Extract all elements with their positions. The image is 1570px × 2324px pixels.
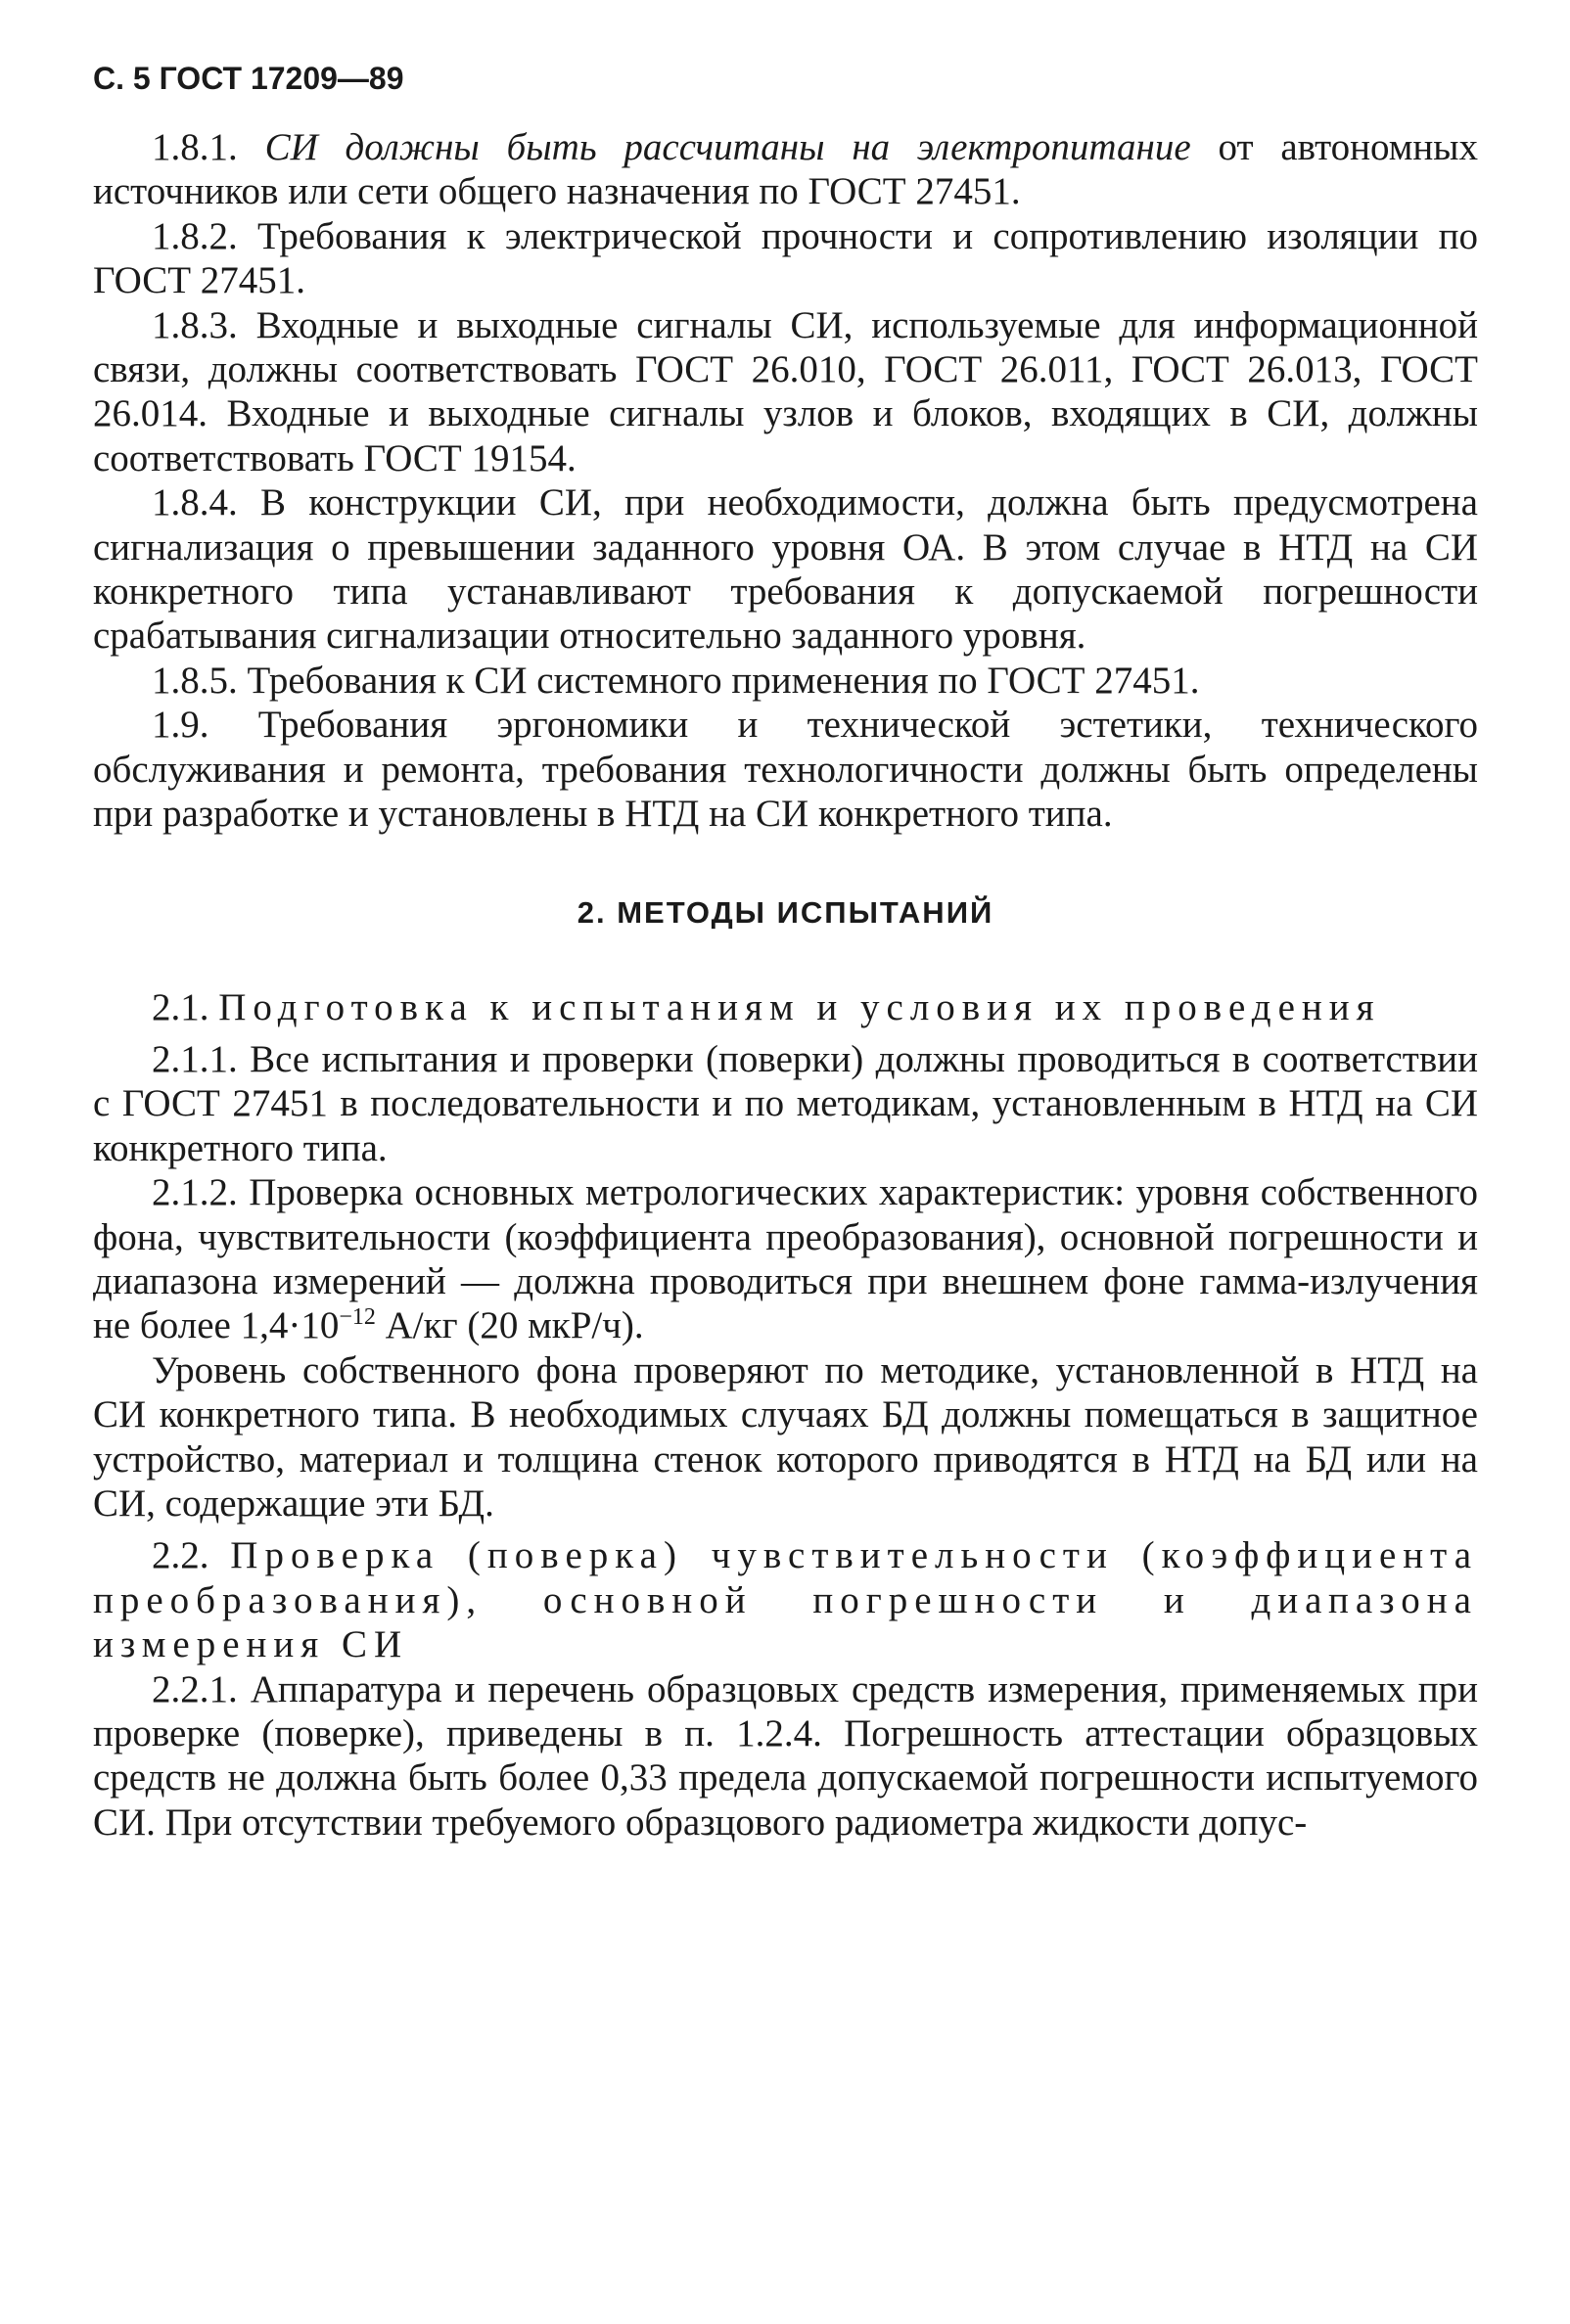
section-title: 2. МЕТОДЫ ИСПЫТАНИЙ [577, 894, 994, 930]
italic-lead: СИ должны быть рассчитаны на электропитание [264, 126, 1191, 168]
clause-2-2: 2.2. Проверка (поверка) чувствительности (коэффициента преобразования), основной погрешности и диапазона измерения СИ [93, 1534, 1478, 1666]
clause-1-8-3: 1.8.3. Входные и выходные сигналы СИ, используемые для информационной связи, должны соответствовать ГОСТ 26.010, ГОСТ 26.011, ГОСТ 26.013, ГОСТ 26.014. Входные и выходные сигналы узлов и блоков, входящих в СИ, должны соответствовать ГОСТ 19154. [93, 303, 1478, 479]
clause-2-1-2-continued: Уровень собственного фона проверяют по методике, установленной в НТД на СИ конкретного типа. В необходимых случаях БД должны помещаться в защитное устройство, материал и толщина стенок которого приводятся в НТД на БД или на СИ, содержащие эти БД. [93, 1348, 1478, 1525]
clause-2-2-heading: Проверка (поверка) чувствительности (коэффициента преобразования), основной погрешности и диапазона измерения СИ [93, 1534, 1478, 1666]
clause-2-2-1: 2.2.1. Аппаратура и перечень образцовых средств измерения, применяемых при проверке (поверке), приведены в п. 1.2.4. Погрешность аттестации образцовых средств не должна быть более 0,33 предела допускаемой погрешности испытуемого СИ. При отсутствии требуемого образцового радиометра жидкости допус- [93, 1667, 1478, 1844]
clause-1-8-2: 1.8.2. Требования к электрической прочности и сопротивлению изоляции по ГОСТ 27451. [93, 214, 1478, 302]
clause-1-9: 1.9. Требования эргономики и технической эстетики, технического обслуживания и ремонта, требования технологичности должны быть определены при разработке и установлены в НТД на СИ конкретного типа. [93, 704, 1478, 836]
document-page [93, 57, 1478, 1845]
clause-2-1: 2.1. Подготовка к испытаниям и условия их проведения [152, 985, 1381, 1028]
clause-2-1-2: 2.1.2. Проверка основных метрологических характеристик: уровня собственного фона, чувствительности (коэффициента преобразования), основной погрешности и диапазона измерений — должна проводиться при внешнем фоне гамма-излучения не более $1,4\cdot 10^{-12}$ А/кг (20 мкР/ч). [93, 1171, 1478, 1347]
clause-2-1-heading: Подготовка к испытаниям и условия их проведения [218, 985, 1381, 1028]
exponent: −12 [339, 1304, 376, 1331]
clause-1-8-5: 1.8.5. Требования к СИ системного применения по ГОСТ 27451. [152, 659, 1200, 702]
clause-2-1-1: 2.1.1. Все испытания и проверки (поверки) должны проводиться в соответствии с ГОСТ 27451 в последовательности и по методикам, установленным в НТД на СИ конкретного типа. [93, 1037, 1478, 1169]
page-header: С. 5 ГОСТ 17209—89 [93, 61, 404, 96]
clause-1-8-4: 1.8.4. В конструкции СИ, при необходимости, должна быть предусмотрена сигнализация о превышении заданного уровня ОА. В этом случае в НТД на СИ конкретного типа устанавливают требования к допускаемой погрешности срабатывания сигнализации относительно заданного уровня. [93, 481, 1478, 658]
clause-1-8-1: 1.8.1. СИ должны быть рассчитаны на электропитание от автономных источников или сети общего назначения по ГОСТ 27451. [93, 126, 1479, 213]
